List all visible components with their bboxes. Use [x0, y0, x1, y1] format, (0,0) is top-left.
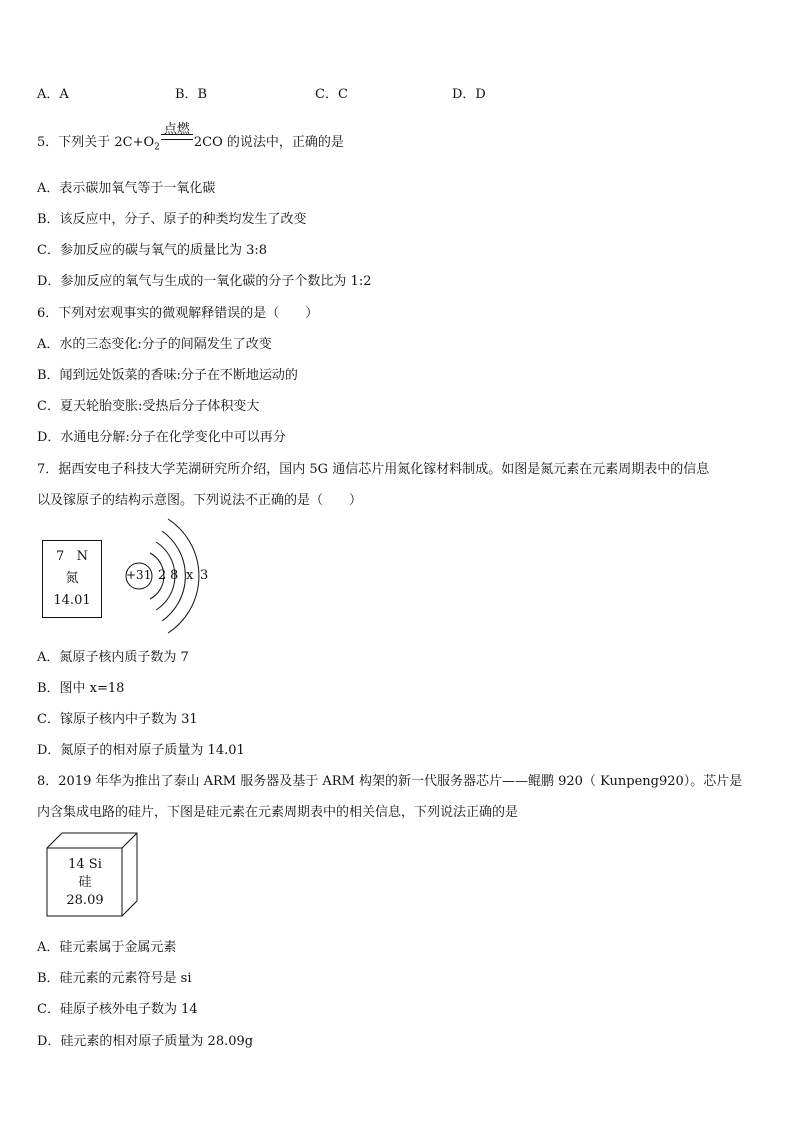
q6-option-b: B．闻到远处饭菜的香味:分子在不断地运动的: [37, 368, 298, 383]
nitrogen-symbol: N: [76, 549, 89, 564]
q6-stem: 6．下列对宏观事实的微观解释错误的是（ ）: [37, 306, 319, 321]
q8-stem-line2: 内含集成电路的硅片，下图是硅元素在元素周期表中的相关信息，下列说法正确的是: [37, 805, 519, 820]
cube-top-edge: [122, 833, 137, 848]
q5-prefix: 5．下列关于 2C+O: [37, 135, 155, 150]
silicon-mass: 28.09: [66, 893, 104, 908]
silicon-name: 硅: [78, 875, 92, 890]
nitrogen-name: 氮: [65, 571, 79, 586]
silicon-symbol: Si: [88, 857, 102, 872]
nitrogen-mass: 14.01: [53, 593, 91, 608]
shell-3-count: x: [186, 568, 194, 583]
silicon-number: 14: [68, 857, 85, 872]
q4-option-a: A．A: [37, 87, 69, 102]
q8-option-a: A．硅元素属于金属元素: [37, 940, 177, 955]
q8-option-c: C．硅原子核外电子数为 14: [37, 1002, 198, 1017]
q8-stem-line1: 8．2019 年华为推出了泰山 ARM 服务器及基于 ARM 构架的新一代服务器芯片——鲲鹏 920（ Kunpeng920）。芯片是: [37, 774, 743, 789]
q5-suffix: 2CO 的说法中，正确的是: [193, 135, 344, 150]
q7-stem-line2: 以及镓原子的结构示意图。下列说法不正确的是（ ）: [37, 493, 363, 508]
q6-option-d: D．水通电分解:分子在化学变化中可以再分: [37, 430, 286, 445]
q5-option-d: D．参加反应的氧气与生成的一氧化碳的分子个数比为 1:2: [37, 274, 372, 289]
q7-option-a: A．氮原子核内质子数为 7: [37, 650, 189, 665]
q7-option-d: D．氮原子的相对原子质量为 14.01: [37, 743, 245, 758]
q5-option-b: B．该反应中，分子、原子的种类均发生了改变: [37, 212, 307, 227]
q7-stem-line1: 7．据西安电子科技大学芜湖研究所介绍，国内 5G 通信芯片用氮化镓材料制成。如图是氮元素在元素周期表中的信息: [37, 462, 710, 477]
nitrogen-number: 7: [55, 549, 65, 564]
q8-option-b: B．硅元素的元素符号是 si: [37, 971, 192, 986]
q5-option-a: A．表示碳加氧气等于一氧化碳: [37, 181, 216, 196]
q4-option-b: B．B: [175, 87, 208, 102]
shell-1-count: 2: [158, 568, 167, 583]
q4-option-c: C．C: [315, 87, 348, 102]
q5-option-c: C．参加反应的碳与氧气的质量比为 3:8: [37, 243, 268, 258]
q7-option-c: C．镓原子核内中子数为 31: [37, 712, 198, 727]
q8-option-d: D．硅元素的相对原子质量为 28.09g: [37, 1034, 254, 1049]
reaction-condition: 点燃: [163, 122, 190, 137]
q7-option-b: B．图中 x=18: [37, 681, 125, 696]
nucleus-label: +31: [126, 568, 152, 582]
silicon-element-card: [48, 856, 122, 910]
q6-option-a: A．水的三态变化:分子的间隔发生了改变: [37, 337, 272, 352]
shell-4-count: 3: [200, 568, 209, 583]
q4-option-d: D．D: [452, 87, 486, 102]
q6-option-c: C．夏天轮胎变胀:受热后分子体积变大: [37, 399, 260, 414]
q5-subscript: 2: [154, 142, 160, 153]
shell-2-count: 8: [170, 568, 179, 583]
